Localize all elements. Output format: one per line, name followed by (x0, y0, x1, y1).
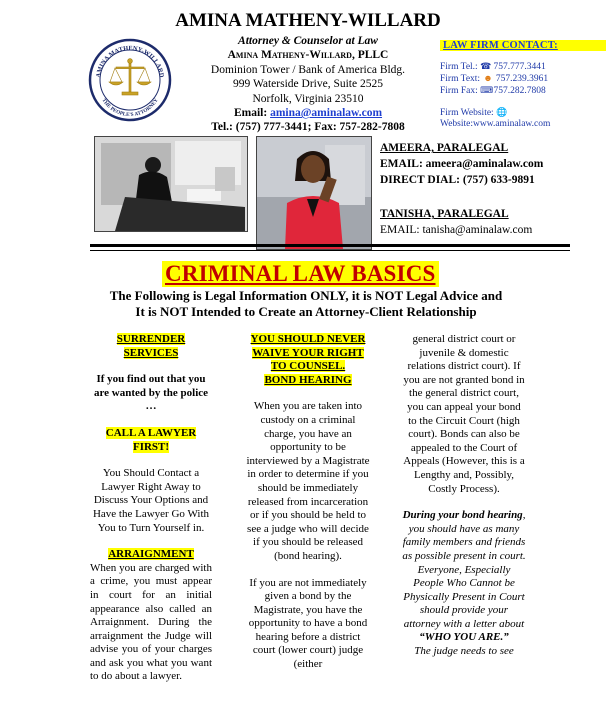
disclaimer-line-2: It is NOT Intended to Create an Attorney-Client Relationship (135, 304, 477, 319)
fax-value[interactable]: 757.282.7808 (493, 86, 546, 96)
tel-label: Firm Tel.: (440, 62, 478, 72)
firm-email-link[interactable]: amina@aminalaw.com (270, 107, 383, 120)
fax-icon: ⌨ (480, 85, 494, 95)
street-line: 999 Waterside Drive, Suite 2525 (233, 78, 383, 91)
contact-text-row (440, 73, 606, 85)
bond-hearing-body-2: If you are not immediately given a bond by the Magistrate, you have the opportunity to have a bond hearing before a district court (lower court) judge (either (248, 576, 368, 671)
seal-bottom-text: THE PEOPLE'S ATTORNEY (100, 97, 160, 119)
attorney-portrait-photo (256, 136, 372, 250)
legal-disclaimer (86, 288, 526, 320)
paralegal-1-phone[interactable]: DIRECT DIAL: (757) 633-9891 (380, 174, 535, 186)
law-firm-contact-panel (440, 40, 606, 131)
city-line: Norfolk, Virginia 23510 (252, 92, 364, 105)
company-name: Amina Matheny-Willard, PLLC (227, 49, 389, 62)
bond-hearing-body-1: When you are taken into custody on a criminal charge, you have an opportunity to be interviewed by a Magistrate in order to determine if you should be immediately released from incarceration or if you should be held to see a judge who will decide if you should be released (bond hearing). (246, 400, 370, 562)
firm-name-heading: AMINA MATHENY-WILLARD (175, 10, 441, 31)
fax-label: Firm Fax: (440, 86, 478, 96)
who-you-are-quote: “WHO YOU ARE.” (419, 631, 509, 644)
staff-contacts (380, 140, 606, 238)
column-bond-hearing (246, 333, 370, 672)
firm-seal-logo (88, 38, 172, 122)
arraignment-body: When you are charged with a crime, you must appear in court for an initial appearance also called an Arraignment. During the arraignment the Judge will advise you of your charges and ask you what you want to do about a lawyer. (90, 561, 212, 683)
paralegal-1-email[interactable]: EMAIL: ameera@aminalaw.com (380, 158, 544, 170)
building-line: Dominion Tower / Bank of America Bldg. (210, 63, 406, 76)
call-lawyer-callout: CALL A LAWYER FIRST! (105, 426, 197, 453)
smiley-icon: ☻ (483, 73, 493, 83)
judge-needs-text: The judge needs to see (414, 645, 514, 658)
waive-counsel-heading: YOU SHOULD NEVER WAIVE YOUR RIGHT TO COUNSEL. (250, 333, 366, 373)
bond-hearing-lead: During your bond hearing (402, 509, 523, 522)
column-bond-appeal (402, 333, 526, 659)
paralegal-2-name: TANISHA, PARALEGAL (380, 208, 509, 220)
text-label: Firm Text: (440, 74, 481, 84)
contact-title: LAW FIRM CONTACT: (440, 40, 606, 51)
office-photo (94, 136, 248, 232)
bond-appeal-body: general district court or juvenile & domestic relations district court). If you are not granted bond in the general district court, you can appeal your bond to the Circuit Court (high court). Bonds can also be appealed to the Court of Appeals (However, this is a Lengthy and, Possibly, Costly Process). (403, 333, 525, 495)
contact-fax-row (440, 85, 606, 97)
contact-website-label-row (440, 107, 606, 119)
paralegal-1-name: AMEERA, PARALEGAL (380, 142, 509, 154)
attorney-role: Attorney & Counselor at Law (238, 35, 378, 47)
text-value[interactable]: 757.239.3961 (495, 74, 549, 84)
phone-fax-line: Tel.: (757) 777-3441; Fax: 757-282-7808 (211, 121, 405, 134)
telephone-icon: ☎ (480, 61, 492, 71)
surrender-services-heading: SURRENDER SERVICES (116, 333, 186, 359)
disclaimer-line-1: The Following is Legal Information ONLY, it is NOT Legal Advice and (109, 288, 503, 303)
bond-hearing-heading: BOND HEARING (264, 373, 352, 386)
tel-value[interactable]: 757.777.3441 (493, 62, 546, 72)
firm-address-block (190, 34, 426, 135)
paralegal-2-email[interactable]: EMAIL: tanisha@aminalaw.com (380, 224, 533, 236)
seal-top-text: AMINA MATHENY-WILLARD (95, 44, 165, 79)
website-label: Firm Website: (440, 108, 494, 118)
wanted-lead-text: If you find out that you are wanted by the police … (93, 373, 209, 413)
document-title: CRIMINAL LAW BASICS (162, 261, 439, 287)
surrender-body: You Should Contact a Lawyer Right Away to Discuss Your Options and Have the Lawyer Go With You to Turn Yourself in. (92, 467, 210, 534)
bond-hearing-advice: , you should have as many family members and friends as possible present in court. Everyone, Especially People Who Cannot be Physically Present in Court should provide your attorney with a letter about (402, 509, 526, 630)
website-link[interactable]: Website:www.aminalaw.com (440, 119, 551, 129)
column-surrender-arraignment (90, 333, 212, 684)
contact-tel-row (440, 61, 606, 73)
arraignment-heading: ARRAIGNMENT (108, 548, 194, 561)
header-divider-thick (90, 244, 570, 247)
header-divider-thin (90, 250, 570, 251)
email-label: Email: (233, 107, 268, 120)
globe-icon: 🌐 (496, 107, 508, 117)
